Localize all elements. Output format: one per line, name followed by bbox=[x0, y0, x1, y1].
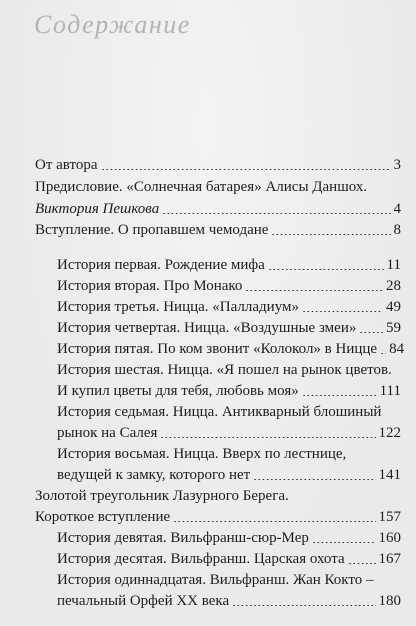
toc-entry[interactable] bbox=[57, 255, 401, 275]
toc-entry-title: История вторая. Про Монако bbox=[57, 278, 243, 294]
toc-entry-page: 28 bbox=[386, 278, 401, 294]
toc-heading: Содержание bbox=[34, 10, 191, 39]
toc-entry-title: История восьмая. Ницца. Вверх по лестнице, bbox=[57, 446, 347, 462]
toc-entry-page: 167 bbox=[378, 551, 401, 567]
toc-entry-title: рынок на Салея bbox=[57, 425, 158, 441]
toc-entry-title: Предисловие. «Солнечная батарея» Алисы Даншох. bbox=[35, 179, 368, 195]
toc-entry-title: История первая. Рождение мифа bbox=[57, 257, 265, 273]
toc-entry[interactable] bbox=[35, 486, 401, 506]
toc-entry-title: печальный Орфей XX века bbox=[57, 593, 230, 609]
toc-entry-title: ведущей к замку, которого нет bbox=[57, 467, 251, 483]
dot-leader bbox=[101, 169, 391, 170]
toc-entry-title: Виктория Пешкова bbox=[35, 201, 160, 217]
dot-leader bbox=[173, 521, 375, 522]
toc-entry[interactable] bbox=[57, 297, 401, 317]
toc-entry-page: 3 bbox=[393, 157, 401, 173]
dot-leader bbox=[271, 234, 390, 235]
toc-entry-page: 180 bbox=[378, 593, 401, 609]
toc-entry-page: 8 bbox=[393, 222, 401, 238]
toc-entry-page: 49 bbox=[386, 299, 401, 315]
toc-entry-page: 111 bbox=[379, 383, 401, 399]
dot-leader bbox=[162, 213, 390, 214]
toc-entry-title: От автора bbox=[35, 157, 98, 173]
toc-entry-title: История десятая. Вильфранш. Царская охота bbox=[57, 551, 345, 567]
toc-entry-title: История четвертая. Ницца. «Воздушные змеи» bbox=[57, 320, 357, 336]
dot-leader bbox=[312, 542, 376, 543]
toc-entry-page: 59 bbox=[386, 320, 401, 336]
toc-entry[interactable] bbox=[57, 360, 401, 380]
toc-entry[interactable] bbox=[35, 507, 401, 527]
toc-entry[interactable] bbox=[57, 318, 401, 338]
dot-leader bbox=[245, 290, 383, 291]
toc-entry[interactable] bbox=[57, 381, 401, 401]
dot-leader bbox=[232, 605, 375, 606]
dot-leader bbox=[160, 437, 375, 438]
toc-entry[interactable] bbox=[57, 465, 401, 485]
toc-entry-page: 11 bbox=[386, 257, 401, 273]
toc-entry[interactable] bbox=[35, 155, 401, 175]
toc-entry-title: Вступление. О пропавшем чемодане bbox=[35, 222, 269, 238]
toc-entry-page: 122 bbox=[378, 425, 401, 441]
dot-leader bbox=[380, 353, 386, 354]
toc-entry[interactable] bbox=[57, 549, 401, 569]
dot-leader bbox=[359, 332, 383, 333]
toc-entry[interactable] bbox=[35, 220, 401, 240]
dot-leader bbox=[268, 269, 384, 270]
toc-entry[interactable] bbox=[57, 591, 401, 611]
toc-entry-title: История седьмая. Ницца. Антикварный блошиный bbox=[57, 404, 382, 420]
toc-entry-page: 84 bbox=[389, 341, 405, 357]
toc-entry[interactable] bbox=[35, 199, 401, 219]
toc-entry[interactable] bbox=[57, 402, 401, 422]
toc-entry[interactable] bbox=[57, 423, 401, 443]
toc-entry-title: История третья. Ницца. «Палладиум» bbox=[57, 299, 299, 315]
toc-entry-page: 141 bbox=[378, 467, 401, 483]
toc-entry[interactable] bbox=[57, 444, 401, 464]
dot-leader bbox=[253, 479, 375, 480]
toc-entry[interactable] bbox=[57, 276, 401, 296]
toc-entry[interactable] bbox=[57, 528, 401, 548]
toc-entry-page: 157 bbox=[378, 509, 401, 525]
toc-entry-title: Короткое вступление bbox=[35, 509, 171, 525]
toc-entry-title: Золотой треугольник Лазурного Берега. bbox=[35, 488, 289, 504]
dot-leader bbox=[302, 395, 377, 396]
toc-entry-title: История пятая. По ком звонит «Колокол» в Ницце bbox=[57, 341, 378, 357]
toc-entry-page: 160 bbox=[378, 530, 401, 546]
toc-entry-title: История одиннадцатая. Вильфранш. Жан Кокто – bbox=[57, 572, 374, 588]
dot-leader bbox=[302, 311, 383, 312]
toc-entry-title: История шестая. Ницца. «Я пошел на рынок цветов. bbox=[57, 362, 392, 378]
toc-entry[interactable] bbox=[57, 339, 405, 359]
dot-leader bbox=[348, 563, 376, 564]
toc-entry-page: 4 bbox=[393, 201, 401, 217]
toc-entry-title: История девятая. Вильфранш-сюр-Мер bbox=[57, 530, 309, 546]
toc-entry[interactable] bbox=[35, 177, 401, 197]
toc-entry[interactable] bbox=[57, 570, 401, 590]
toc-entry-title: И купил цветы для тебя, любовь моя» bbox=[57, 383, 299, 399]
